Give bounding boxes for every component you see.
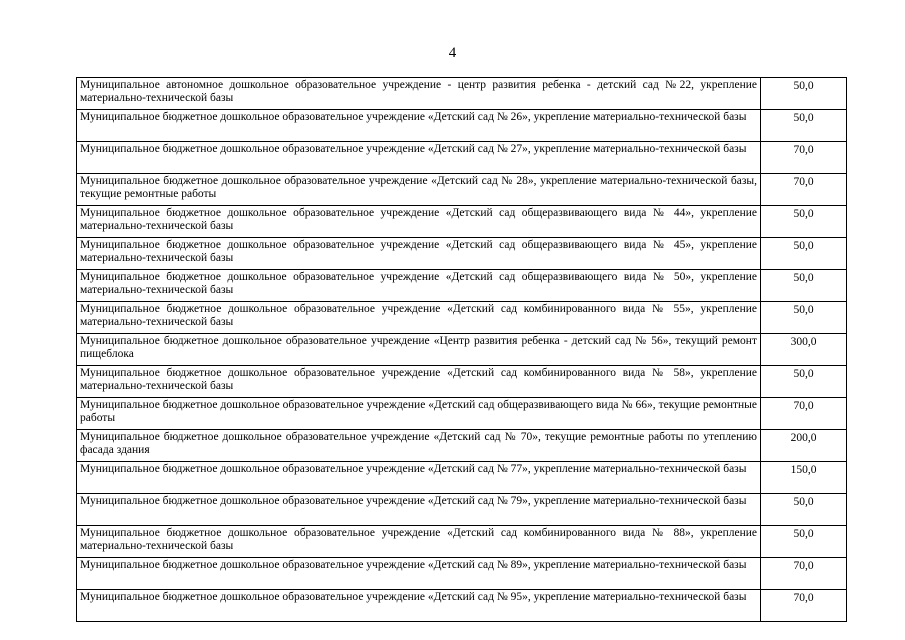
table-row <box>77 398 847 430</box>
row-amount: 70,0 <box>761 590 847 622</box>
row-description: Муниципальное бюджетное дошкольное образовательное учреждение «Детский сад № 95», укрепление материально-технической базы <box>77 590 761 622</box>
page-number: 4 <box>448 45 457 61</box>
table-row <box>77 494 847 526</box>
table-row <box>77 78 847 110</box>
funding-table <box>76 77 847 622</box>
row-amount: 50,0 <box>761 206 847 238</box>
table-row <box>77 558 847 590</box>
row-description: Муниципальное бюджетное дошкольное образовательное учреждение «Детский сад общеразвивающего вида № 45», укрепление материально-технической базы <box>77 238 761 270</box>
row-amount: 50,0 <box>761 238 847 270</box>
table-row <box>77 302 847 334</box>
row-amount: 50,0 <box>761 366 847 398</box>
row-description: Муниципальное бюджетное дошкольное образовательное учреждение «Детский сад комбинированного вида № 55», укрепление материально-технической базы <box>77 302 761 334</box>
table-row <box>77 206 847 238</box>
row-amount: 50,0 <box>761 526 847 558</box>
row-description: Муниципальное бюджетное дошкольное образовательное учреждение «Детский сад № 89», укрепление материально-технической базы <box>77 558 761 590</box>
row-amount: 50,0 <box>761 494 847 526</box>
row-amount: 150,0 <box>761 462 847 494</box>
row-amount: 200,0 <box>761 430 847 462</box>
table-row <box>77 430 847 462</box>
row-description: Муниципальное автономное дошкольное образовательное учреждение - центр развития ребенка - детский сад №22, укрепление материально-технической базы <box>77 78 761 110</box>
row-description: Муниципальное бюджетное дошкольное образовательное учреждение «Детский сад № 70», текущие ремонтные работы по утеплению фасада здания <box>77 430 761 462</box>
table-row <box>77 590 847 622</box>
row-amount: 300,0 <box>761 334 847 366</box>
row-description: Муниципальное бюджетное дошкольное образовательное учреждение «Детский сад № 28», укрепление материально-технической базы, текущие ремонтные работы <box>77 174 761 206</box>
table-row <box>77 110 847 142</box>
row-description: Муниципальное бюджетное дошкольное образовательное учреждение «Детский сад комбинированного вида № 58», укрепление материально-технической базы <box>77 366 761 398</box>
row-amount: 70,0 <box>761 398 847 430</box>
table-row <box>77 142 847 174</box>
row-description: Муниципальное бюджетное дошкольное образовательное учреждение «Детский сад общеразвивающего вида № 66», текущие ремонтные работы <box>77 398 761 430</box>
table-row <box>77 526 847 558</box>
row-amount: 50,0 <box>761 78 847 110</box>
row-description: Муниципальное бюджетное дошкольное образовательное учреждение «Детский сад общеразвивающего вида № 44», укрепление материально-технической базы <box>77 206 761 238</box>
table-row <box>77 462 847 494</box>
row-amount: 50,0 <box>761 270 847 302</box>
row-amount: 70,0 <box>761 558 847 590</box>
row-amount: 70,0 <box>761 174 847 206</box>
table-row <box>77 366 847 398</box>
row-description: Муниципальное бюджетное дошкольное образовательное учреждение «Детский сад общеразвивающего вида № 50», укрепление материально-технической базы <box>77 270 761 302</box>
row-description: Муниципальное бюджетное дошкольное образовательное учреждение «Детский сад комбинированного вида № 88», укрепление материально-технической базы <box>77 526 761 558</box>
row-description: Муниципальное бюджетное дошкольное образовательное учреждение «Детский сад № 26», укрепление материально-технической базы <box>77 110 761 142</box>
table-row <box>77 238 847 270</box>
funding-table-body <box>77 78 847 622</box>
row-description: Муниципальное бюджетное дошкольное образовательное учреждение «Детский сад № 77», укрепление материально-технической базы <box>77 462 761 494</box>
row-description: Муниципальное бюджетное дошкольное образовательное учреждение «Центр развития ребенка - детский сад № 56», текущий ремонт пищеблока <box>77 334 761 366</box>
table-row <box>77 334 847 366</box>
row-description: Муниципальное бюджетное дошкольное образовательное учреждение «Детский сад № 79», укрепление материально-технической базы <box>77 494 761 526</box>
row-amount: 50,0 <box>761 110 847 142</box>
row-amount: 50,0 <box>761 302 847 334</box>
row-description: Муниципальное бюджетное дошкольное образовательное учреждение «Детский сад № 27», укрепление материально-технической базы <box>77 142 761 174</box>
row-amount: 70,0 <box>761 142 847 174</box>
table-row <box>77 270 847 302</box>
table-row <box>77 174 847 206</box>
